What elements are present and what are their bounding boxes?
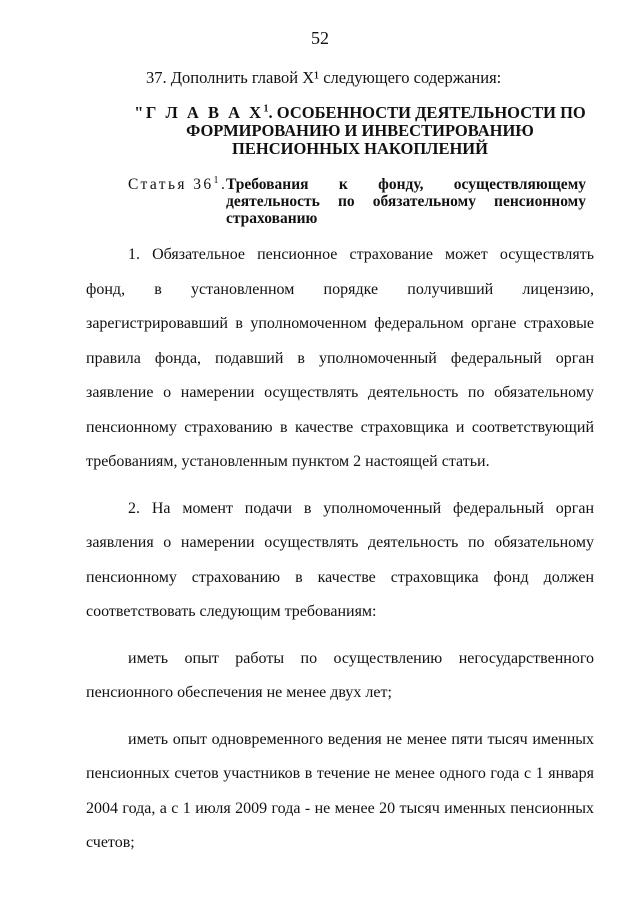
requirement-2: иметь опыт одновременного ведения не менее пяти тысяч именных пенсионных счетов участников в течение не менее одного года с 1 января 2004 года, а с 1 июля 2009 года - не менее 20 тысяч именных пенсионных счетов; xyxy=(86,730,594,851)
article-number xyxy=(128,176,227,193)
chapter-heading-line-3: ПЕНСИОННЫХ НАКОПЛЕНИЙ xyxy=(232,139,488,158)
paragraph-1: 1. Обязательное пенсионное страхование может осуществлять фонд, в установленном порядке получивший лицензию, зарегистрировавший в уполномоченном федеральном органе страховые правила фонда, подавший в уполномоченный федеральный орган заявление о намерении осуществлять деятельность по обязательному пенсионному страхованию в качестве страховщика и соответствующий требованиям, установленным пунктом 2 настоящей статьи. xyxy=(86,246,594,470)
chapter-title-part-1: . ОСОБЕННОСТИ ДЕЯТЕЛЬНОСТИ ПО xyxy=(268,103,586,122)
requirement-1: иметь опыт работы по осуществлению негосударственного пенсионного обеспечения не менее двух лет; xyxy=(86,649,594,701)
chapter-superscript: 1 xyxy=(263,103,269,115)
chapter-heading-line-1 xyxy=(100,104,620,122)
chapter-heading-line-2: ФОРМИРОВАНИЮ И ИНВЕСТИРОВАНИЮ xyxy=(186,121,534,140)
chapter-heading xyxy=(100,104,620,158)
article-label: Статья 36 xyxy=(128,176,214,193)
article-body xyxy=(86,238,594,861)
article-dot: . xyxy=(220,176,228,193)
page-number: 52 xyxy=(311,28,329,48)
chapter-label: "Г Л А В А X xyxy=(134,103,264,122)
article-superscript: 1 xyxy=(213,174,221,186)
paragraph-2: 2. На момент подачи в уполномоченный федеральный орган заявления о намерении осуществлять деятельность по обязательному пенсионному страхованию в качестве страховщика фонд должен соответствовать следующим требованиям: xyxy=(86,499,594,620)
amendment-text: 37. Дополнить главой X¹ следующего содержания: xyxy=(146,68,502,87)
article-title: Требования к фонду, осуществляющему деятельность по обязательному пенсионному страхованию xyxy=(226,176,586,227)
